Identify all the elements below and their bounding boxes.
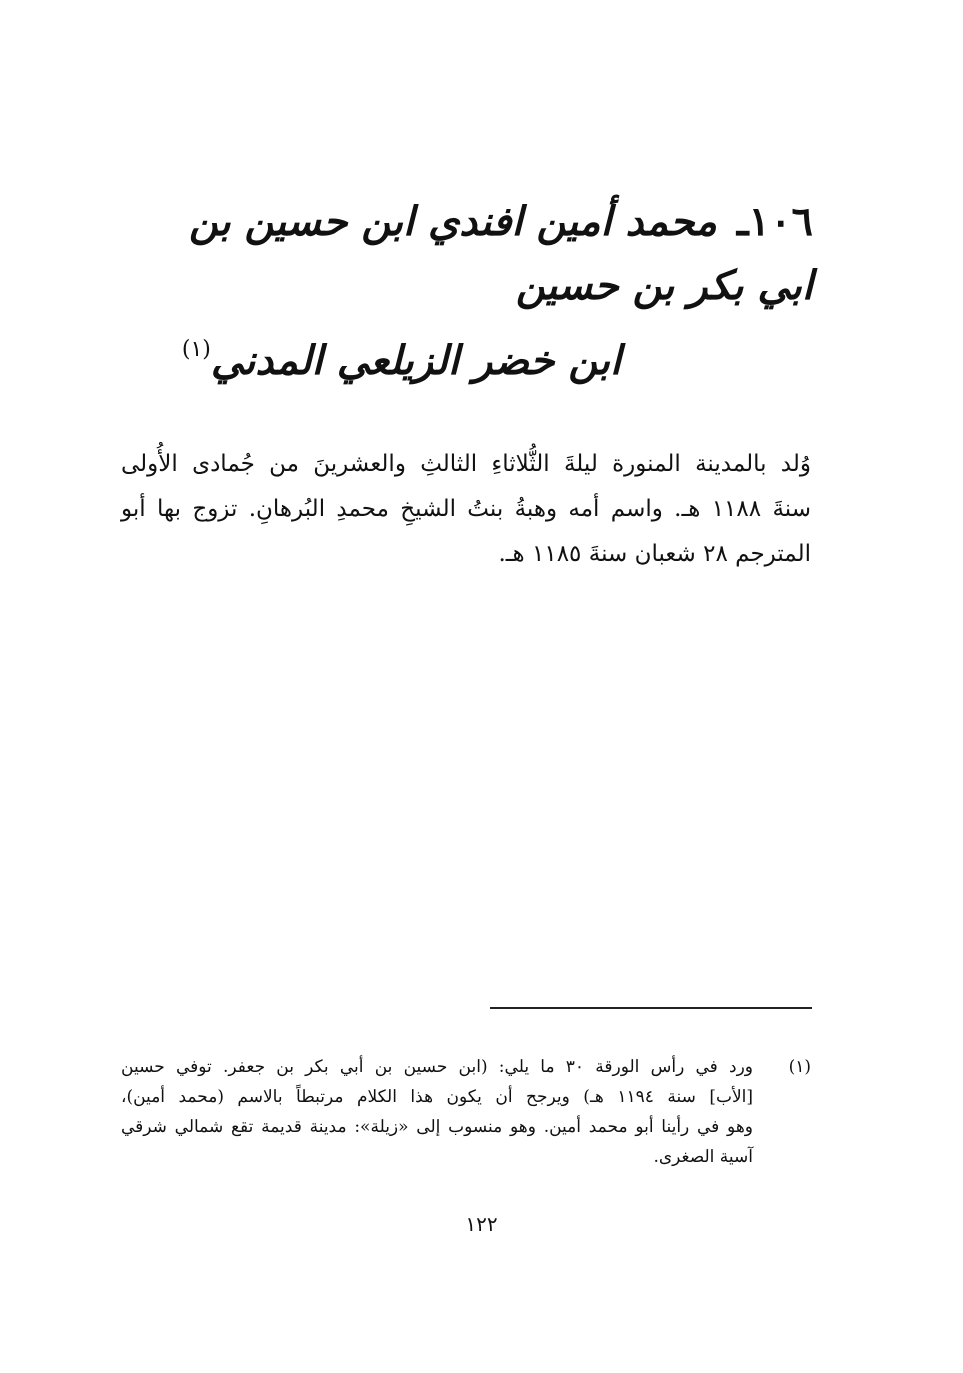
footnote-body [121, 1052, 753, 1172]
body-line: المترجم ٢٨ شعبان سنةَ ١١٨٥ هـ. [498, 541, 811, 567]
heading-line-2 [120, 318, 813, 393]
entry-title-line-1: محمد أمين افندي ابن حسين بن ابي بكر بن حسين [189, 198, 813, 309]
footnote [121, 1052, 811, 1172]
heading-line-1 [120, 190, 813, 318]
entry-number: ١٠٦ـ [736, 198, 813, 245]
footnote-line: ورد في رأس الورقة ٣٠ ما يلي: (ابن حسين بن أبي بكر بن جعفر. توفي حسين [121, 1057, 753, 1077]
entry-title-line-2: ابن خضر الزيلعي المدني [210, 337, 622, 384]
footnote-line: آسية الصغرى. [653, 1147, 753, 1167]
footnote-separator [490, 1007, 812, 1009]
body-line: سنةَ ١١٨٨ هـ. واسم أمه وهبةُ بنتُ الشيخِ محمدِ البُرهانِ. تزوج بها أبو [121, 496, 811, 522]
page-number: ١٢٢ [465, 1212, 498, 1236]
entry-heading [120, 190, 813, 393]
footnote-marker: (١) [788, 1057, 811, 1077]
body-paragraph [121, 442, 811, 577]
footnote-line: [الأب] سنة ١١٩٤ هـ) ويرجح أن يكون هذا الكلام مرتبطاً بالاسم (محمد أمين)، [121, 1087, 754, 1107]
footnote-line: وهو في رأينا أبو محمد أمين. وهو منسوب إلى «زيلة»: مدينة قديمة تقع شمالي شرقي [121, 1117, 753, 1137]
footnote-reference: (١) [181, 337, 211, 362]
body-line: وُلد بالمدينة المنورة ليلةَ الثُّلاثاءِ الثالثِ والعشرينَ من جُمادى الأُولى [121, 451, 811, 477]
